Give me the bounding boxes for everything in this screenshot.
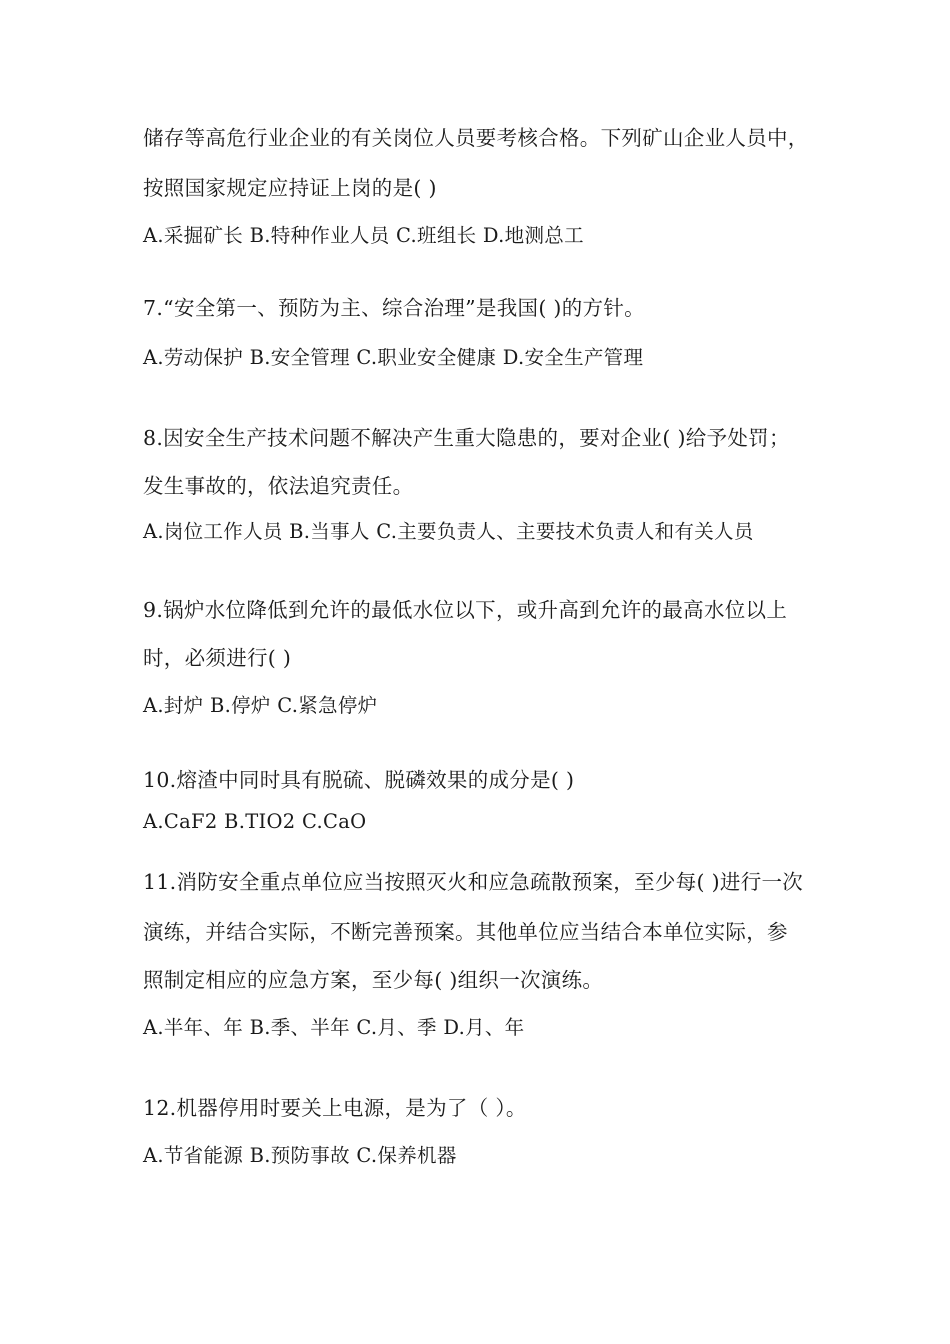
question-9-text-line-2: 时，必须进行( ) (143, 646, 292, 670)
question-9-options: A.封炉 B.停炉 C.紧急停炉 (143, 694, 378, 717)
question-11-options: A.半年、年 B.季、半年 C.月、季 D.月、年 (143, 1016, 525, 1039)
question-11-text-line-3: 照制定相应的应急方案，至少每( )组织一次演练。 (143, 968, 604, 992)
question-7-text: 7.“安全第一、预防为主、综合治理”是我国( )的方针。 (143, 296, 645, 320)
question-10-text: 10.熔渣中同时具有脱硫、脱磷效果的成分是( ) (143, 768, 575, 792)
question-6-text-line-2: 按照国家规定应持证上岗的是( ) (143, 176, 437, 200)
question-6-text-line-1: 储存等高危行业企业的有关岗位人员要考核合格。下列矿山企业人员中， (143, 126, 809, 150)
question-8-text-line-2: 发生事故的，依法追究责任。 (143, 474, 414, 498)
question-11-text-line-1: 11.消防安全重点单位应当按照灭火和应急疏散预案，至少每( )进行一次 (143, 870, 804, 894)
question-8-options: A.岗位工作人员 B.当事人 C.主要负责人、主要技术负责人和有关人员 (143, 520, 754, 543)
question-8-text-line-1: 8.因安全生产技术问题不解决产生重大隐患的，要对企业( )给予处罚； (143, 426, 790, 450)
question-7-options: A.劳动保护 B.安全管理 C.职业安全健康 D.安全生产管理 (143, 346, 644, 369)
question-11-text-line-2: 演练，并结合实际，不断完善预案。其他单位应当结合本单位实际，参 (143, 920, 788, 944)
question-10-options: A.CaF2 B.TIO2 C.CaO (143, 810, 367, 833)
question-12-text: 12.机器停用时要关上电源，是为了（ ）。 (143, 1096, 527, 1120)
question-6-options: A.采掘矿长 B.特种作业人员 C.班组长 D.地测总工 (143, 224, 584, 247)
question-9-text-line-1: 9.锅炉水位降低到允许的最低水位以下，或升高到允许的最高水位以上 (143, 598, 788, 622)
question-12-options: A.节省能源 B.预防事故 C.保养机器 (143, 1144, 457, 1167)
